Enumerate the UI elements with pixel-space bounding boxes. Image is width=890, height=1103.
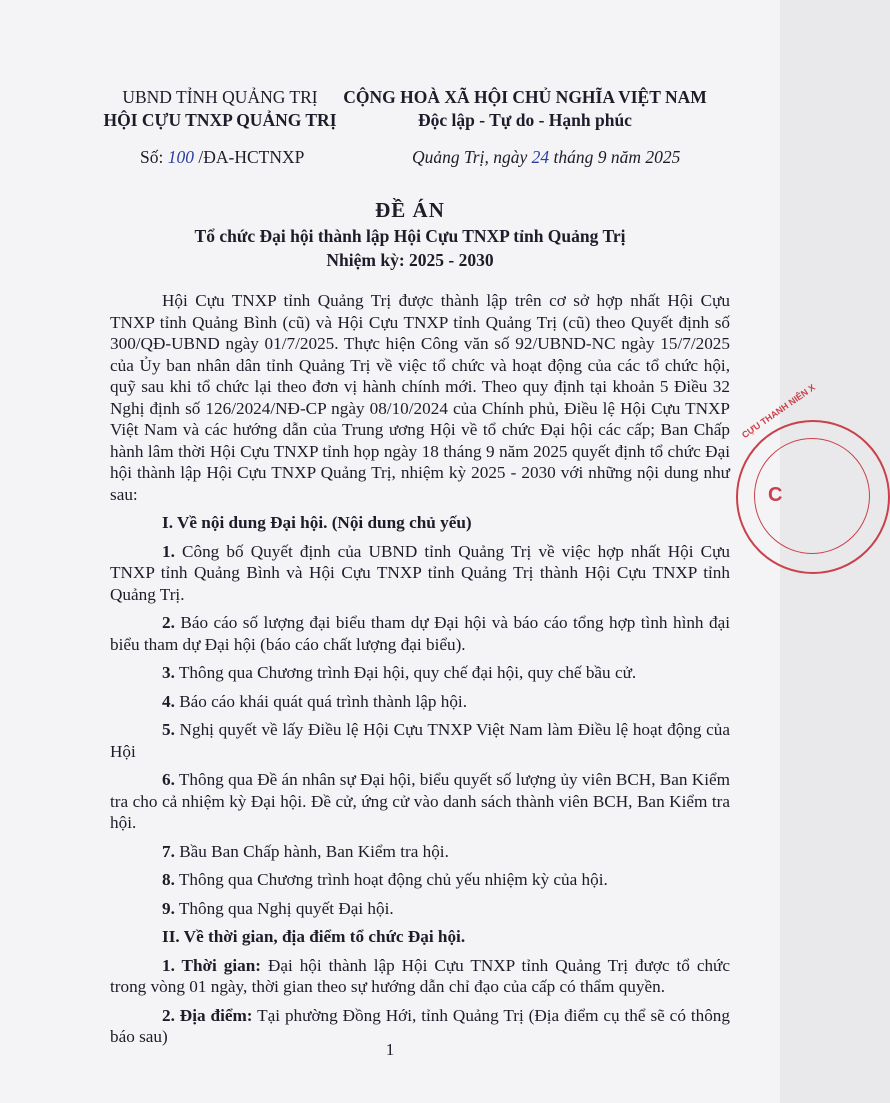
title-block — [110, 198, 710, 271]
section-2-heading: II. Về thời gian, địa điểm tổ chức Đại hội. — [162, 927, 466, 946]
list-item: 7. Bầu Ban Chấp hành, Ban Kiểm tra hội. — [162, 841, 449, 861]
list-item: 5. Nghị quyết về lấy Điều lệ Hội Cựu TNXP Việt Nam làm Điều lệ hoạt động của Hội — [110, 720, 730, 761]
document-date: Quảng Trị, ngày 24 tháng 9 năm 2025 — [412, 147, 681, 167]
term-line: Nhiệm kỳ: 2025 - 2030 — [326, 250, 494, 270]
motto: Độc lập - Tự do - Hạnh phúc — [418, 110, 632, 130]
page-number: 1 — [385, 1040, 395, 1059]
list-item: 1. Công bố Quyết định của UBND tỉnh Quảng Trị về việc hợp nhất Hội Cựu TNXP tỉnh Quảng Bình và Hội Cựu TNXP tỉnh Quảng Trị thành Hội Cựu TNXP tỉnh Quảng Trị. — [110, 541, 730, 604]
handwritten-number: 100 — [167, 147, 194, 167]
list-item: 2. Địa điểm: Tại phường Đồng Hới, tỉnh Quảng Trị (Địa điểm cụ thể sẽ có thông báo sau) — [110, 1005, 730, 1046]
section-1-heading: I. Về nội dung Đại hội. (Nội dung chủ yếu) — [162, 513, 472, 532]
document-title: ĐỀ ÁN — [375, 198, 445, 222]
issuer-parent: UBND TỈNH QUẢNG TRỊ — [122, 87, 318, 107]
list-item: 6. Thông qua Đề án nhân sự Đại hội, biểu quyết số lượng ủy viên BCH, Ban Kiểm tra cho cả nhiệm kỳ Đại hội. Đề cử, ứng cử vào danh sách thành viên BCH, Ban Kiểm tra hội. — [110, 770, 730, 832]
document-subtitle: Tổ chức Đại hội thành lập Hội Cựu TNXP tỉnh Quảng Trị — [194, 226, 626, 246]
list-item: 1. Thời gian: Đại hội thành lập Hội Cựu TNXP tỉnh Quảng Trị được tổ chức trong vòng 01 ngày, thời gian theo sự hướng dẫn chỉ đạo của cấp có thẩm quyền. — [110, 955, 731, 996]
red-seal-stamp — [736, 382, 890, 574]
document-body — [110, 290, 730, 1055]
list-item: 2. Báo cáo số lượng đại biểu tham dự Đại hội và báo cáo tổng hợp tình hình đại biểu tham dự Đại hội (báo cáo chất lượng đại biểu). — [110, 613, 730, 654]
issuer-block — [100, 86, 340, 132]
issuer-name: HỘI CỰU TNXP QUẢNG TRỊ — [103, 110, 337, 130]
list-item: 3. Thông qua Chương trình Đại hội, quy chế đại hội, quy chế bầu cử. — [162, 663, 637, 682]
country-name: CỘNG HOÀ XÃ HỘI CHỦ NGHĨA VIỆT NAM — [343, 87, 707, 107]
stamp-arc-text: CỰU THANH NIÊN X — [740, 382, 817, 441]
list-item: 4. Báo cáo khái quát quá trình thành lập hội. — [162, 691, 468, 711]
list-item: 8. Thông qua Chương trình hoạt động chủ yếu nhiệm kỳ của hội. — [162, 870, 608, 889]
intro-paragraph: Hội Cựu TNXP tỉnh Quảng Trị được thành lập trên cơ sở hợp nhất Hội Cựu TNXP tỉnh Quảng Bình (cũ) và Hội Cựu TNXP tỉnh Quảng Trị (cũ) theo Quyết định số 300/QĐ-UBND ngày 01/7/2025. Thực hiện Công văn số 92/UBND-NC ngày 15/7/2025 của Ủy ban nhân dân tỉnh Quảng Trị về việc tổ chức và hoạt động của các tổ chức hội, quỹ sau khi tổ chức lại theo đơn vị hành chính mới. Theo quy định tại khoản 5 Điều 32 Nghị định số 126/2024/NĐ-CP ngày 08/10/2024 của Chính phủ, Điều lệ Hội Cựu TNXP Việt Nam và các hướng dẫn của Trung ương Hội về tổ chức Đại hội các cấp; Ban Chấp hành lâm thời Hội Cựu TNXP tỉnh họp ngày 18 tháng 9 năm 2025 quyết định tổ chức Đại hội thành lập Hội Cựu TNXP Quảng Trị, nhiệm kỳ 2025 - 2030 với những nội dung như sau: — [110, 291, 730, 504]
handwritten-day: 24 — [531, 147, 550, 167]
stamp-letters: C — [768, 484, 783, 506]
national-motto-block — [340, 86, 710, 132]
list-item: 9. Thông qua Nghị quyết Đại hội. — [162, 898, 394, 918]
document-number: Số: 100 /ĐA-HCTNXP — [140, 147, 305, 167]
